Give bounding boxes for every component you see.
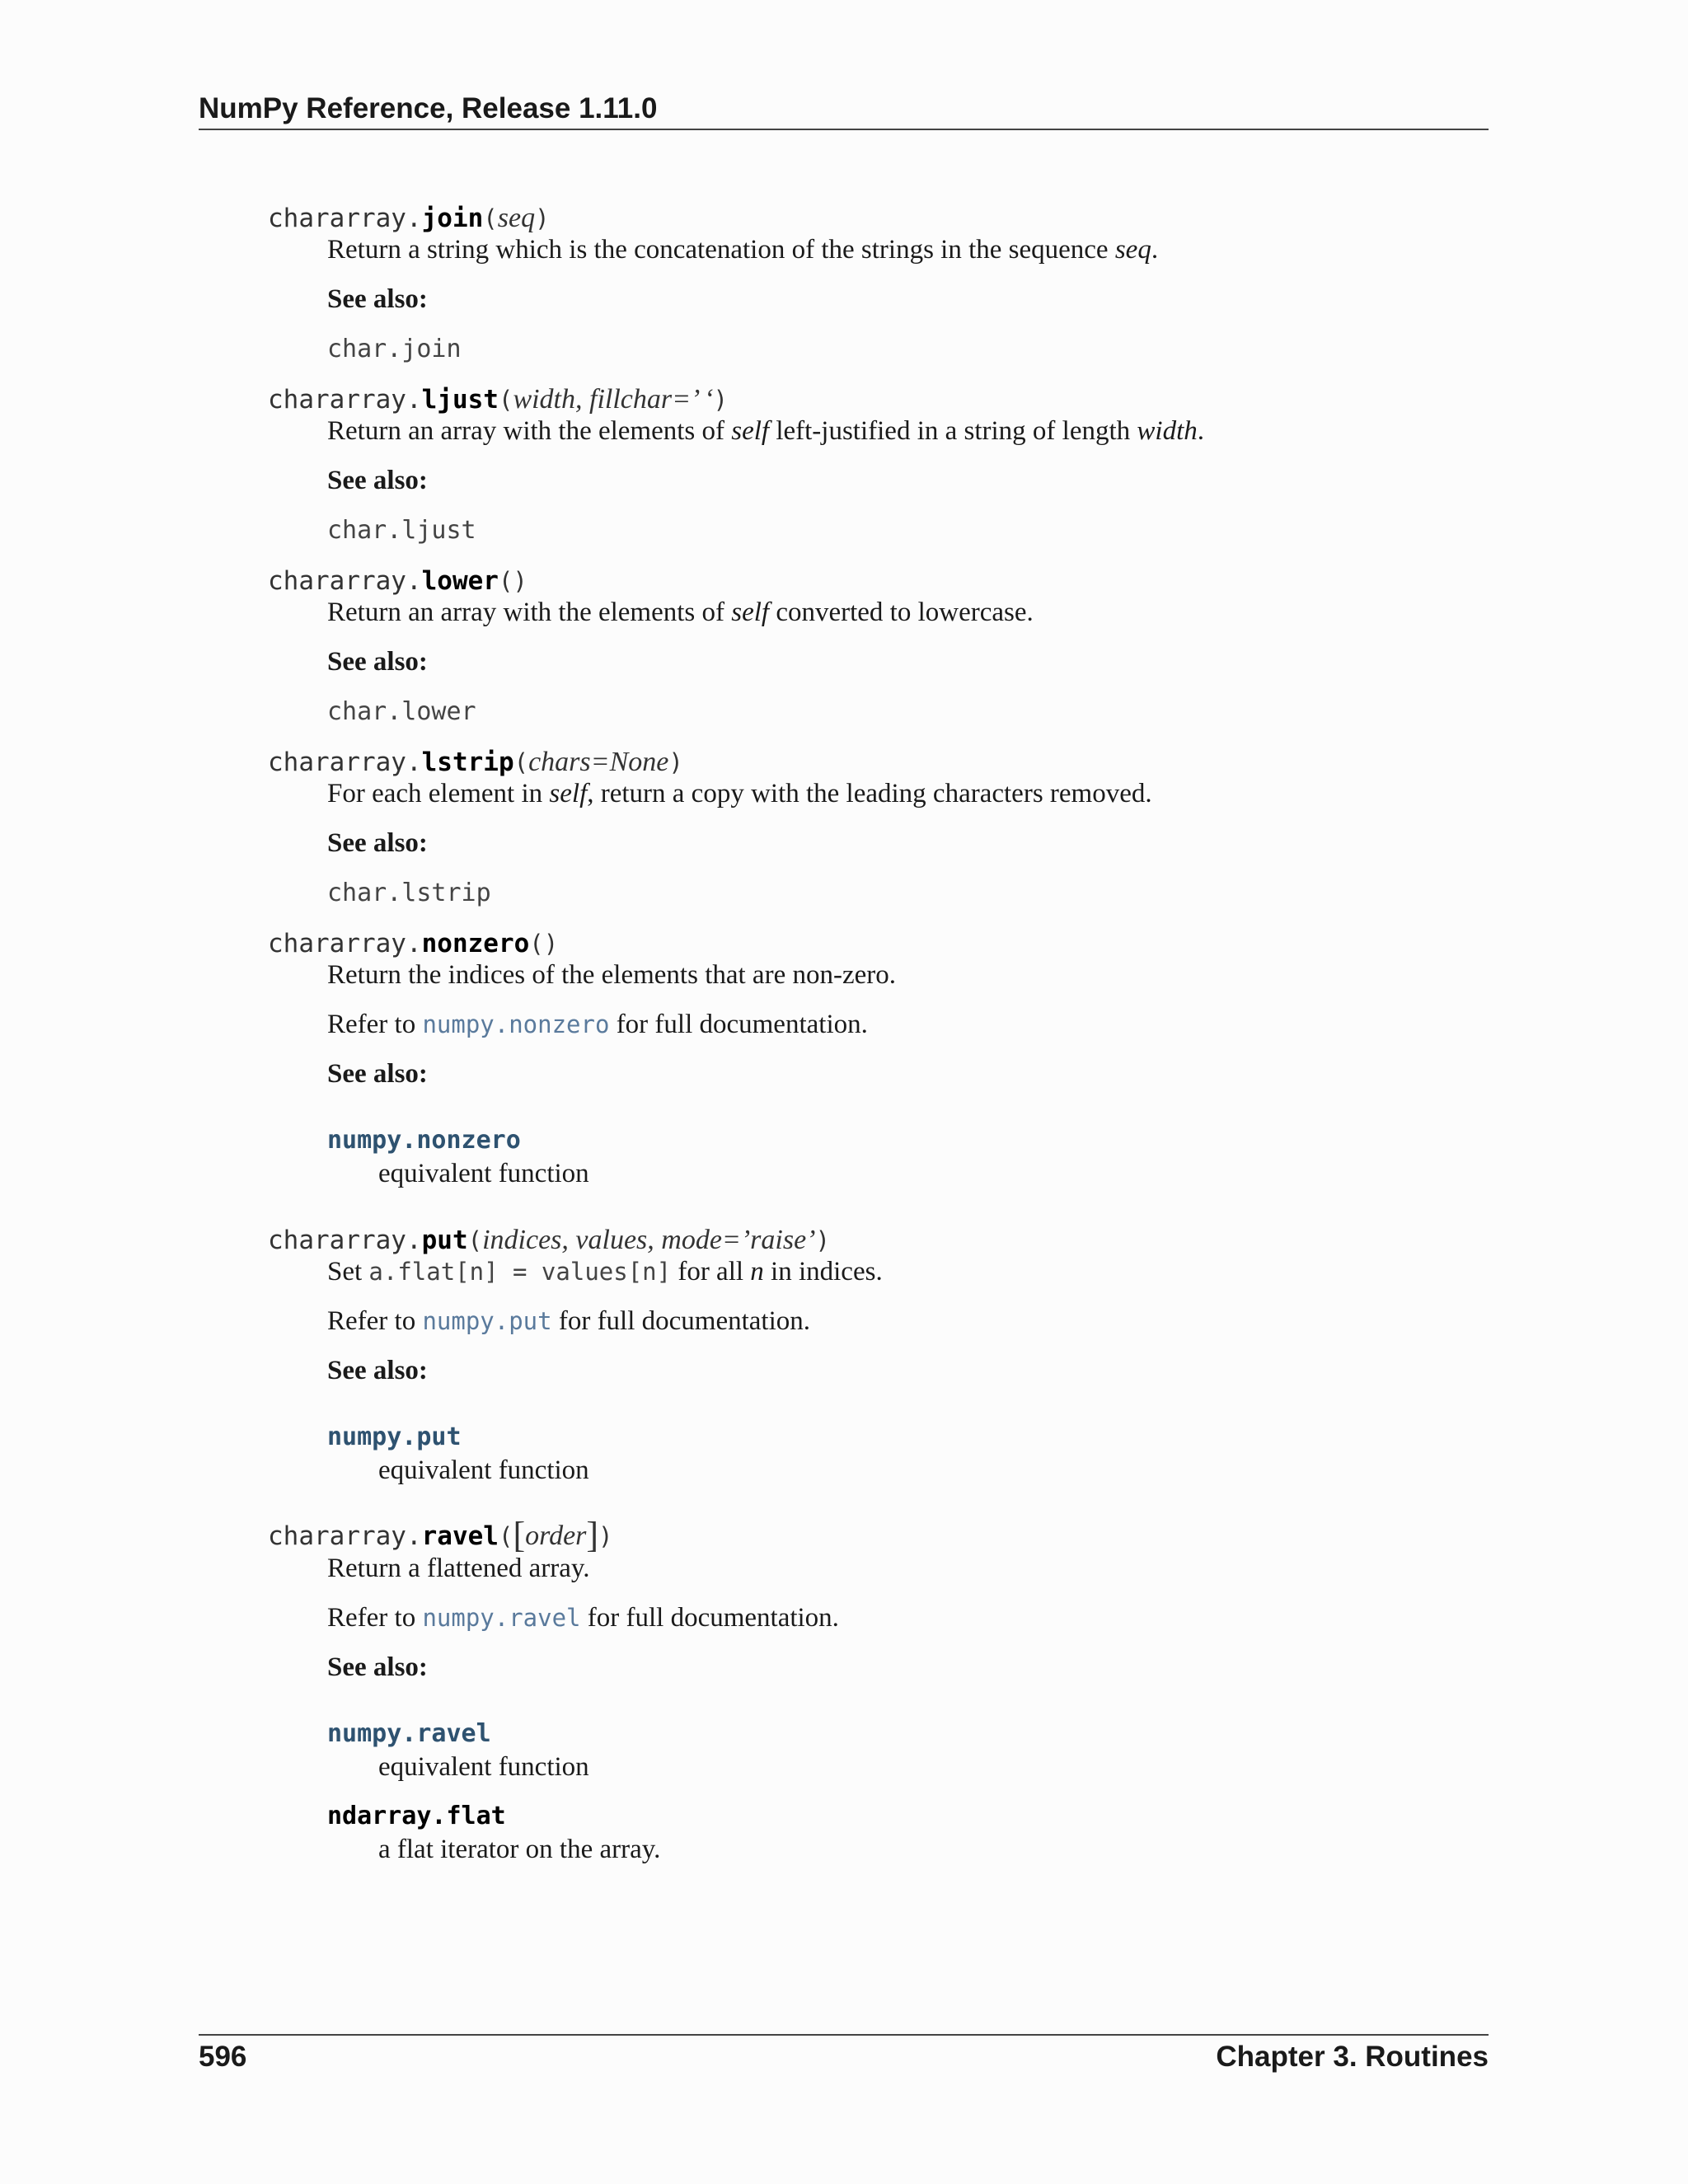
- description-nonzero: Return the indices of the elements that are non-zero.: [327, 960, 896, 990]
- param-list: seq: [497, 203, 536, 233]
- refer-text: for full documentation.: [609, 1010, 868, 1039]
- class-prefix: chararray.: [268, 748, 422, 777]
- refer-text: Refer to: [327, 1010, 423, 1039]
- class-prefix: chararray.: [268, 1226, 422, 1255]
- description-join: [327, 232, 1158, 267]
- close-paren: ): [713, 386, 728, 414]
- numpy-nonzero-link[interactable]: numpy.nonzero: [422, 1010, 610, 1038]
- optional-open-bracket: [: [513, 1515, 526, 1555]
- ref-description: equivalent function: [378, 1752, 589, 1782]
- close-paren: ): [535, 204, 550, 232]
- refer-put: [327, 1304, 810, 1338]
- class-prefix: chararray.: [268, 204, 422, 233]
- description-ljust: [327, 414, 1204, 448]
- desc-text: For each element in: [327, 779, 550, 808]
- method-name: ravel: [421, 1521, 499, 1551]
- see-also-heading: See also:: [327, 1356, 428, 1385]
- see-also-code-lower: char.lower: [327, 697, 476, 726]
- refer-nonzero: [327, 1007, 868, 1042]
- open-paren: (: [498, 1522, 513, 1550]
- see-also-heading: See also:: [327, 828, 428, 858]
- class-prefix: chararray.: [268, 566, 422, 596]
- page-header: NumPy Reference, Release 1.11.0: [199, 92, 1489, 130]
- description-ravel: Return a flattened array.: [327, 1554, 590, 1583]
- signature-lower: [268, 565, 528, 598]
- open-paren: (: [467, 1226, 483, 1254]
- see-also-code-join: char.join: [327, 335, 462, 363]
- desc-code: a.flat[n] = values[n]: [368, 1258, 672, 1286]
- class-prefix: chararray.: [268, 929, 422, 958]
- method-name: lower: [421, 566, 499, 596]
- description-put: [327, 1254, 883, 1289]
- desc-text: for all: [671, 1257, 751, 1286]
- signature-put: [268, 1224, 830, 1257]
- method-name: join: [421, 204, 484, 233]
- desc-text: .: [1151, 235, 1159, 265]
- desc-text: left-justified in a string of length: [769, 416, 1137, 446]
- see-also-heading: See also:: [327, 1059, 428, 1089]
- see-also-code-lstrip: char.lstrip: [327, 879, 491, 907]
- refer-text: for full documentation.: [580, 1603, 839, 1633]
- desc-italic: self: [731, 598, 770, 627]
- param-list: chars=None: [528, 747, 669, 777]
- param-list: indices, values, mode=’raise’: [482, 1225, 816, 1255]
- desc-text: , return a copy with the leading characters removed.: [587, 779, 1152, 808]
- chapter-title: Chapter 3. Routines: [1216, 2041, 1489, 2073]
- refer-ravel: [327, 1601, 839, 1635]
- desc-italic: self: [731, 416, 770, 446]
- parens: (): [498, 567, 528, 595]
- ref-description: equivalent function: [378, 1159, 589, 1188]
- desc-italic: seq: [1114, 235, 1151, 265]
- method-name: ljust: [421, 385, 499, 415]
- class-prefix: chararray.: [268, 385, 422, 415]
- see-also-code-ljust: char.ljust: [327, 516, 476, 545]
- desc-text: .: [1197, 416, 1205, 446]
- numpy-put-link[interactable]: numpy.put: [422, 1307, 552, 1335]
- desc-text: in indices.: [763, 1257, 883, 1286]
- signature-nonzero: [268, 927, 558, 960]
- method-name: lstrip: [421, 748, 514, 777]
- open-paren: (: [513, 748, 529, 776]
- desc-italic: self: [549, 779, 588, 808]
- description-lower: [327, 595, 1034, 630]
- signature-ravel: [268, 1515, 613, 1555]
- optional-close-bracket: ]: [586, 1515, 599, 1555]
- signature-ljust: [268, 383, 728, 416]
- close-paren: ): [668, 748, 683, 776]
- numpy-nonzero-ref-link[interactable]: numpy.nonzero: [327, 1126, 521, 1155]
- signature-lstrip: [268, 746, 683, 779]
- class-prefix: chararray.: [268, 1521, 422, 1551]
- param-list: order: [525, 1521, 587, 1551]
- param-list: width, fillchar=’ ‘: [513, 384, 714, 415]
- parens: (): [529, 930, 559, 958]
- desc-text: Return a string which is the concatenation of the strings in the sequence: [327, 235, 1115, 265]
- numpy-ravel-ref-link[interactable]: numpy.ravel: [327, 1719, 491, 1748]
- see-also-heading: See also:: [327, 1652, 428, 1682]
- numpy-put-ref-link[interactable]: numpy.put: [327, 1422, 462, 1451]
- refer-text: Refer to: [327, 1306, 423, 1336]
- refer-text: Refer to: [327, 1603, 423, 1633]
- desc-text: Return an array with the elements of: [327, 416, 732, 446]
- desc-italic: n: [750, 1257, 764, 1286]
- see-also-heading: See also:: [327, 647, 428, 677]
- ref-description: a flat iterator on the array.: [378, 1835, 661, 1864]
- refer-text: for full documentation.: [551, 1306, 811, 1336]
- footer-rule: [199, 2034, 1489, 2036]
- see-also-heading: See also:: [327, 284, 428, 314]
- close-paren: ): [815, 1226, 830, 1254]
- page-number: 596: [199, 2041, 247, 2073]
- desc-text: converted to lowercase.: [769, 598, 1034, 627]
- ref-description: equivalent function: [378, 1455, 589, 1485]
- desc-italic: width: [1137, 416, 1198, 446]
- desc-text: Set: [327, 1257, 369, 1286]
- ndarray-flat-ref: ndarray.flat: [327, 1802, 506, 1830]
- see-also-heading: See also:: [327, 466, 428, 495]
- method-name: nonzero: [421, 929, 530, 958]
- open-paren: (: [498, 386, 513, 414]
- method-name: put: [421, 1226, 468, 1255]
- close-paren: ): [598, 1522, 613, 1550]
- signature-join: [268, 202, 550, 235]
- numpy-ravel-link[interactable]: numpy.ravel: [422, 1604, 581, 1632]
- desc-text: Return an array with the elements of: [327, 598, 732, 627]
- open-paren: (: [483, 204, 498, 232]
- description-lstrip: [327, 776, 1152, 811]
